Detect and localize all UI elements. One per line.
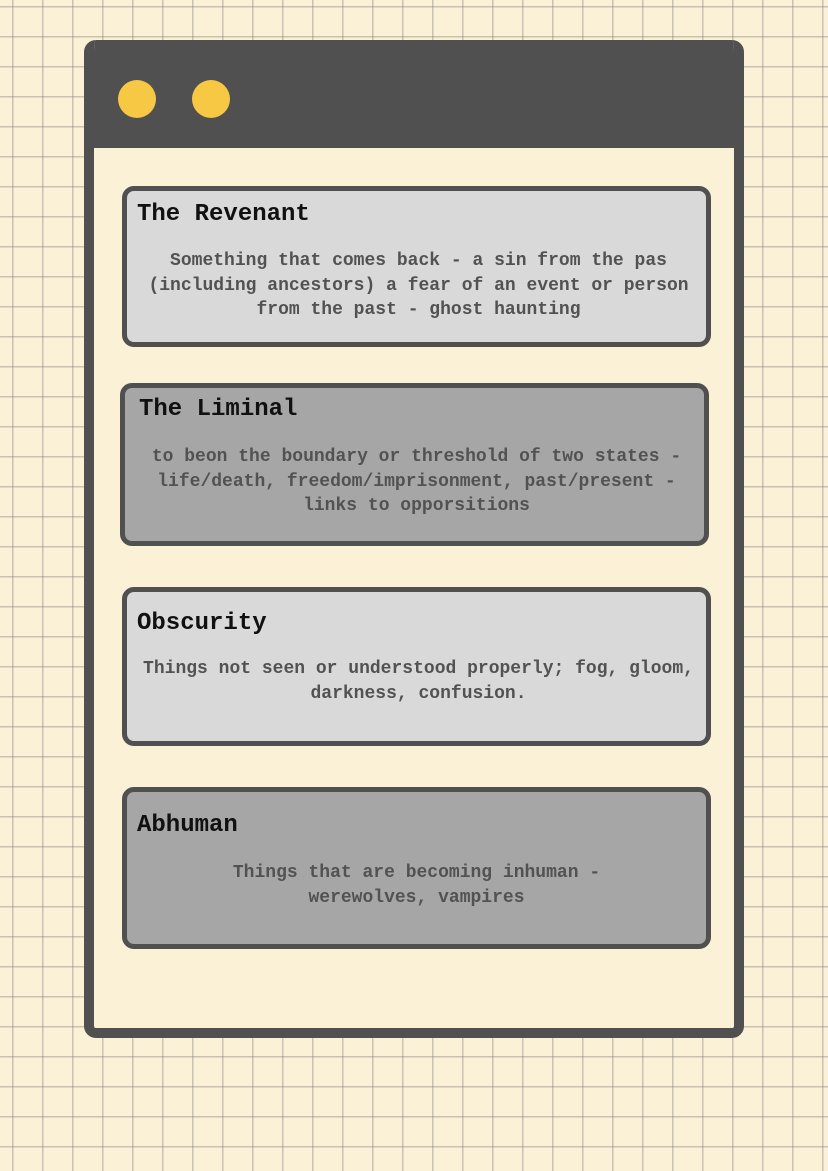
card-obscurity [122,587,711,746]
card-abhuman [122,787,711,949]
card-title: The Revenant [137,201,310,228]
card-description: Things not seen or understood properly; fog, gloom, darkness, confusion. [143,659,694,704]
card-title: Obscurity [137,610,267,637]
card-revenant [122,186,711,347]
card-description: to beon the boundary or threshold of two states - life/death, freedom/imprisonment, past/present - links to opporsitions [151,447,682,516]
card-description: Something that comes back - a sin from the pas (including ancestors) a fear of an event or person from the past - ghost haunting [148,251,689,320]
card-title: The Liminal [139,396,298,423]
window-control-dot-icon[interactable] [118,80,156,118]
window-control-dot-icon[interactable] [192,80,230,118]
window-titlebar [84,40,744,148]
card-title: Abhuman [137,812,238,839]
card-liminal [120,383,709,546]
card-description: Things that are becoming inhuman - werewolves, vampires [232,863,601,908]
